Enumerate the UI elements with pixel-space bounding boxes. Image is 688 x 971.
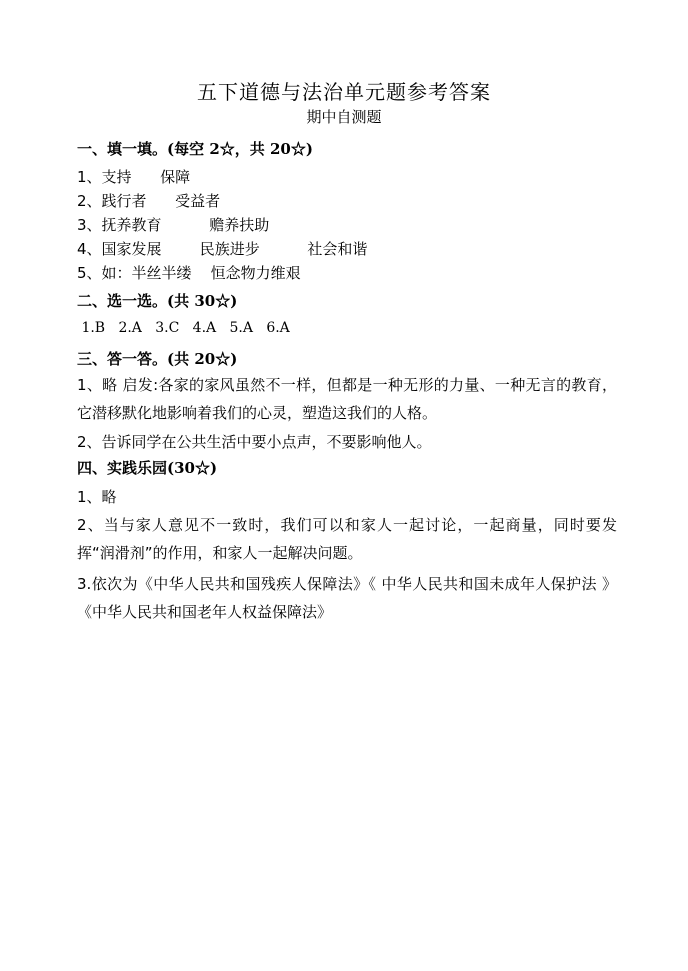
document-subtitle: 期中自测题 [306, 108, 382, 126]
section-3-item-2: 2、告诉同学在公共生活中要小点声，不要影响他人。 [77, 433, 432, 451]
section-4-item-1: 1、略 [77, 488, 117, 506]
section-3-item-1: 1、略 启发:各家的家风虽然不一样，但都是一种无形的力量、一种无言的教育，它潜移默化地影响着我们的心灵，塑造这我们的人格。 [77, 376, 617, 422]
section-1-item-4: 4、国家发展 民族进步 社会和谐 [77, 240, 368, 258]
section-1-item-5: 5、如：半丝半缕 恒念物力维艰 [77, 264, 301, 282]
section-1-item-1: 1、支持 保障 [77, 168, 191, 186]
section-1-item-2: 2、践行者 受益者 [77, 192, 221, 210]
section-4-item-3: 3.依次为《中华人民共和国残疾人保障法》《 中华人民共和国未成年人保护法 》《中华人民共和国老年人权益保障法》 [77, 575, 617, 621]
section-1-item-3: 3、抚养教育 赡养扶助 [77, 216, 270, 234]
section-4-item-2: 2、当与家人意见不一致时，我们可以和家人一起讨论，一起商量，同时要发挥“润滑剂”的作用，和家人一起解决问题。 [77, 516, 617, 562]
section-2-answers: 1.B 2.A 3.C 4.A 5.A 6.A [77, 320, 290, 336]
section-4-heading: 四、实践乐园(30☆) [77, 459, 218, 477]
section-2-heading: 二、选一选。(共 30☆) [77, 292, 238, 310]
section-3-heading: 三、答一答。(共 20☆) [77, 350, 238, 368]
document-title: 五下道德与法治单元题参考答案 [197, 80, 491, 104]
section-1-heading: 一、填一填。(每空 2☆，共 20☆) [77, 140, 313, 158]
